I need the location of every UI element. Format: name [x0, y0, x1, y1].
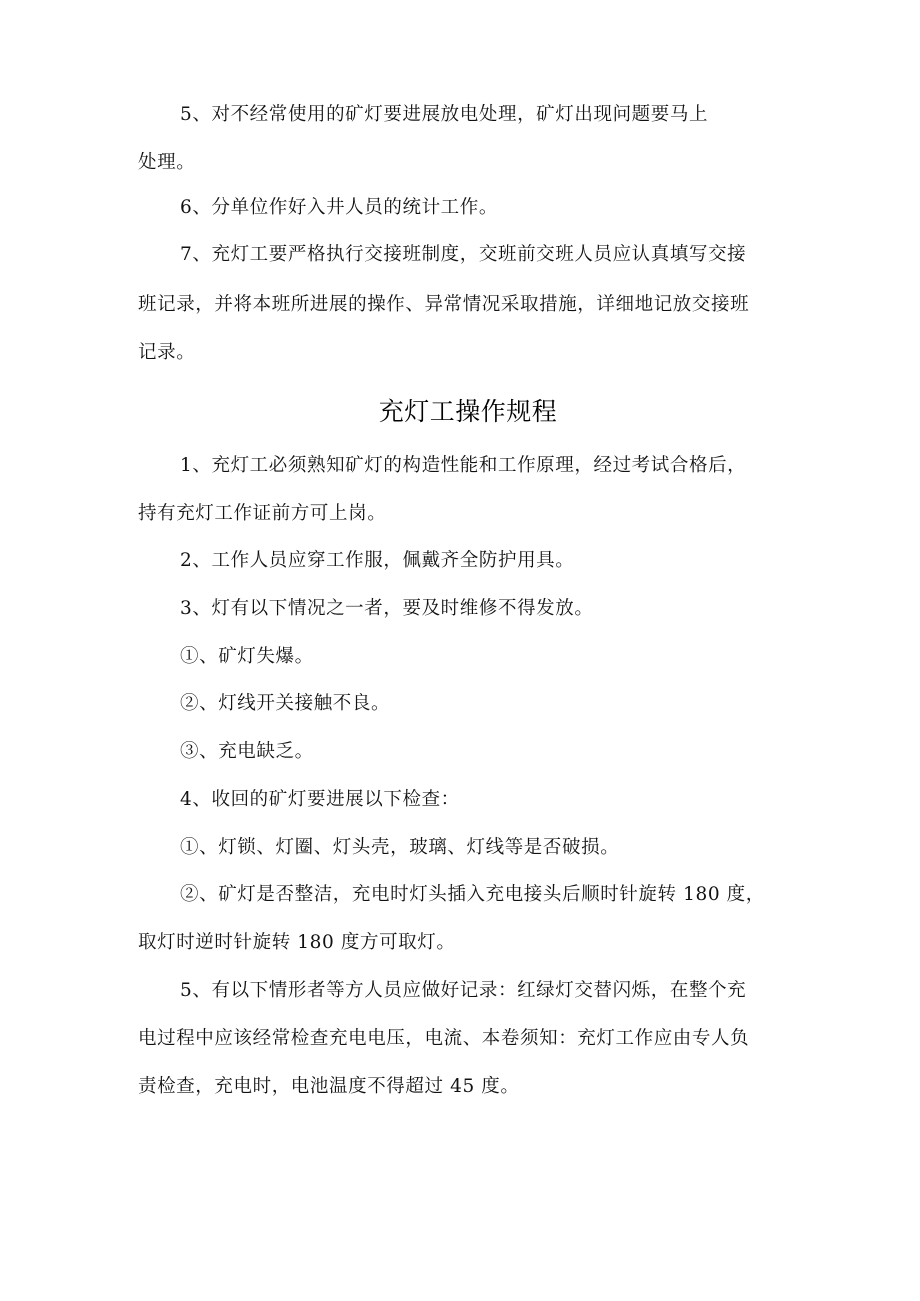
rule-5-line-1: 5、有以下情形者等方人员应做好记录：红绿灯交替闪烁，在整个充	[180, 980, 747, 1001]
rule-1-line-1: 1、充灯工必须熟知矿灯的构造性能和工作原理，经过考试合格后，	[180, 455, 747, 476]
rule-5-line-3: 责检查，充电时，电池温度不得超过 45 度。	[138, 1076, 520, 1097]
rule-4-item-2-line-2: 取灯时逆时针旋转 180 度方可取灯。	[138, 932, 456, 953]
paragraph-5-line-2: 处理。	[138, 152, 196, 173]
paragraph-7-line-1: 7、充灯工要严格执行交接班制度，交班前交班人员应认真填写交接	[180, 244, 747, 265]
paragraph-6: 6、分单位作好入井人员的统计工作。	[180, 197, 498, 218]
section-title: 充灯工操作规程	[378, 397, 558, 426]
rule-2: 2、工作人员应穿工作服，佩戴齐全防护用具。	[180, 550, 575, 571]
rule-3-item-2: ②、灯线开关接触不良。	[180, 693, 391, 714]
paragraph-7-line-2: 班记录，并将本班所进展的操作、异常情况采取措施，详细地记放交接班	[138, 294, 750, 315]
rule-4-item-2-line-1: ②、矿灯是否整洁，充电时灯头插入充电接头后顺时针旋转 180 度，	[180, 884, 765, 905]
rule-3-item-3: ③、充电缺乏。	[180, 741, 314, 762]
rule-4: 4、收回的矿灯要进展以下检查：	[180, 789, 460, 810]
rule-3: 3、灯有以下情况之一者，要及时维修不得发放。	[180, 598, 594, 619]
paragraph-7-line-3: 记录。	[138, 342, 196, 363]
rule-4-item-1: ①、灯锁、灯圈、灯头壳，玻璃、灯线等是否破损。	[180, 837, 620, 858]
rule-5-line-2: 电过程中应该经常检查充电电压，电流、本卷须知：充灯工作应由专人负	[138, 1028, 750, 1049]
paragraph-5-line-1: 5、对不经常使用的矿灯要进展放电处理，矿灯出现问题要马上	[180, 104, 709, 125]
rule-1-line-2: 持有充灯工作证前方可上岗。	[138, 503, 387, 524]
rule-3-item-1: ①、矿灯失爆。	[180, 646, 314, 667]
